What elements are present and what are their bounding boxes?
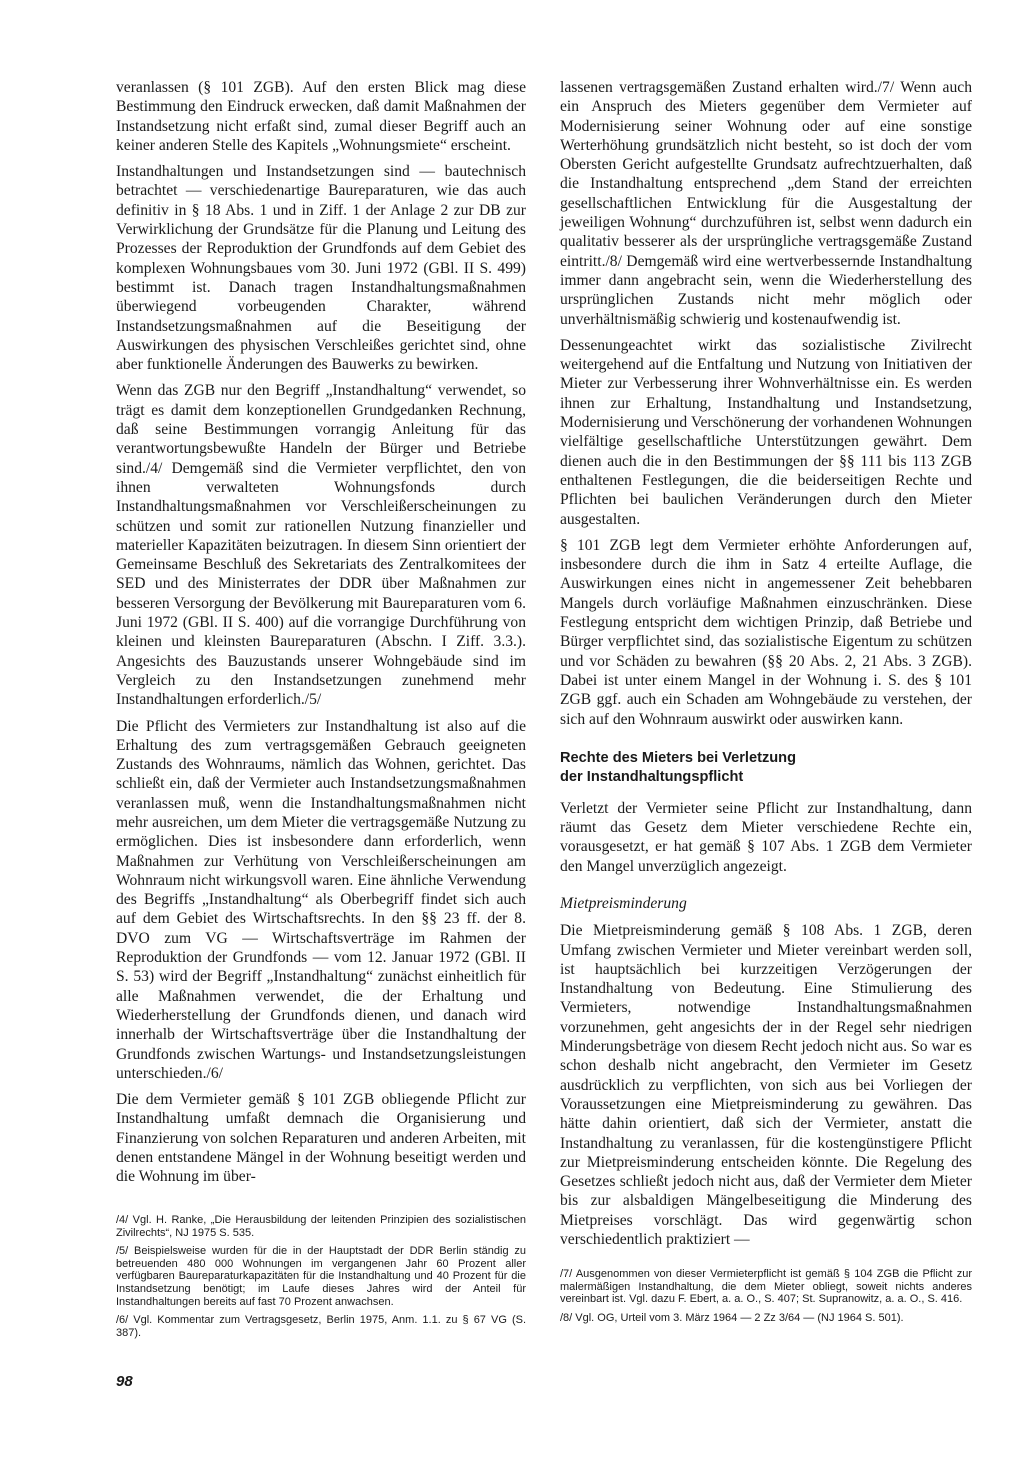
body-paragraph: Verletzt der Vermieter seine Pflicht zur Instandhaltung, dann räumt das Gesetz dem Mieter verschiedene Rechte ein, vorausgesetzt, er hat gemäß § 107 Abs. 1 ZGB dem Vermieter den Mangel unverzüglich angezeigt. (560, 799, 972, 875)
body-paragraph: Wenn das ZGB nur den Begriff „Instandhaltung“ verwendet, so trägt es damit dem konzeptionellen Grundgedanken Rechnung, daß seine Bestimmungen vorrangig Anleitung für das verantwortungsbewußte Handeln der Bürger und Betriebe sind./4/ Demgemäß sind die Vermieter verpflichtet, den von ihnen verwalteten Wohnungsfonds durch Instandhaltungsmaßnahmen vor Verschleißerscheinungen zu schützen und somit zur rationellen Nutzung finanzieller und materieller Kapazitäten beizutragen. In diesem Sinn orientiert der Gemeinsame Beschluß des Sekretariats des Zentralkomitees der SED und des Ministerrates der DDR über Maßnahmen zur besseren Versorgung der Bevölkerung mit Baureparaturen vom 6. Juni 1972 (GBl. II S. 400) auf die vorrangige Durchführung von kleinen und kleinsten Baureparaturen (Abschn. I Ziff. 3.3.). Angesichts des Bauzustands unserer Wohngebäude sind im Vergleich zu den Instandsetzungen zunehmend mehr Instandhaltungen erforderlich./5/ (116, 382, 526, 709)
section-heading (560, 749, 972, 787)
body-paragraph: Die dem Vermieter gemäß § 101 ZGB obliegende Pflicht zur Instandhaltung umfaßt demnach die Organisierung und Finanzierung von solchen Reparaturen und anderen Arbeiten, mit denen entstandene Mängel in der Wohnung beseitigt werden und die Wohnung im über- (116, 1091, 526, 1186)
subsection-heading: Mietpreisminderung (560, 894, 687, 912)
body-paragraph: Die Mietpreisminderung gemäß § 108 Abs. 1 ZGB, deren Umfang zwischen Vermieter und Mieter vereinbart werden soll, ist hauptsächlich bei kurzzeitigen Verzögerungen der Instandhaltung von Bedeutung. Eine Stimulierung des Vermieters, notwendige Instandhaltungsmaßnahmen vorzunehmen, geht angesichts der in der Regel sehr niedrigen Minderungsbeträge von diesem Recht jedoch nicht aus. So war es schon deshalb nicht angebracht, den Vermieter im Gesetz ausdrücklich zu verpflichten, von sich aus bei Vorliegen der Voraussetzungen eine Mietpreisminderung zu gewähren. Das hätte dahin orientiert, daß sich der Vermieter, anstatt die Instandhaltung zu veranlassen, für die kostengünstigere Pflicht zur Mietpreisminderung entscheiden könnte. Die Regelung des Gesetzes schließt jedoch nicht aus, daß der Vermieter dem Mieter bis zur alsbaldigen Mängelbeseitigung die Minderung des Mietpreises vorschlägt. Das wird gegenwärtig schon verschiedentlich praktiziert — (560, 922, 972, 1249)
body-paragraph: veranlassen (§ 101 ZGB). Auf den ersten Blick mag diese Bestimmung den Eindruck erwecken, daß damit Maßnahmen der Instandsetzung nicht erfaßt sind, zumal dieser Begriff auch an keiner anderen Stelle des Kapitels „Wohnungsmiete“ erscheint. (116, 79, 526, 154)
section-heading-line: der Instandhaltungspflicht (560, 768, 744, 785)
body-paragraph: Die Pflicht des Vermieters zur Instandhaltung ist also auf die Erhaltung des zum vertragsgemäßen Gebrauch geeigneten Zustands des Wohnraums, nämlich das Wohnen, gerichtet. Das schließt ein, daß der Vermieter auch Instandsetzungsmaßnahmen veranlassen muß, wenn die Instandhaltungsmaßnahmen nicht mehr ausreichen, um dem Mieter die vertragsgemäße Nutzung zu ermöglichen. Dies ist insbesondere dann erforderlich, wenn Maßnahmen zur Verhütung von Verschleißerscheinungen am Wohnraum nicht wirkungsvoll waren. Eine ähnliche Verwendung des Begriffs „Instandhaltung“ als Oberbegriff findet sich auch auf dem Gebiet des Wirtschaftsrechts. In den §§ 23 ff. der 8. DVO zum VG — Wirtschaftsverträge im Rahmen der Reproduktion der Grundfonds — vom 12. Januar 1972 (GBl. II S. 53) wird der Begriff „Instandhaltung“ zunächst einheitlich für alle Maßnahmen verwendet, die der Erhaltung und Wiederherstellung der Grundfonds dienen, und danach wird innerhalb der Wirtschaftsverträge über die Instandhaltung der Grundfonds zwischen Wartungs- und Instandsetzungsleistungen unterschieden./6/ (116, 717, 526, 1082)
page-number: 98 (116, 1373, 133, 1390)
footnote: /7/ Ausgenommen von dieser Vermieterpflicht ist gemäß § 104 ZGB die Pflicht zur malermäßigen Instandhaltung, die dem Mieter obliegt, soweit nichts anderes vereinbart ist. Vgl. dazu F. Ebert, a. a. O., S. 407; St. Supranowitz, a. a. O., S. 416. (560, 1268, 972, 1306)
body-paragraph: Instandhaltungen und Instandsetzungen sind — bautechnisch betrachtet — verschiedenartige Baureparaturen, wie das auch definitiv in § 18 Abs. 1 und in Ziff. 1 der Anlage 2 zur DB zur Verwirklichung der Grundsätze für die Planung und Leitung des Prozesses der Reproduktion der Grundfonds auf dem Gebiet des komplexen Wohnungsbaues vom 30. Juni 1972 (GBl. II S. 499) bestimmt ist. Danach tragen Instandhaltungsmaßnahmen überwiegend vorbeugenden Charakter, während Instandsetzungsmaßnahmen auf die Beseitigung der Auswirkungen des physischen Verschleißes gerichtet sind, ohne aber funktionelle Änderungen des Bauwerks zu bewirken. (116, 163, 526, 374)
body-paragraph: § 101 ZGB legt dem Vermieter erhöhte Anforderungen auf, insbesondere durch die ihm in Satz 4 erteilte Auflage, die Auswirkungen eines nicht in angemessener Zeit behebbaren Mangels durch vorläufige Maßnahmen einzuschränken. Diese Festlegung entspricht dem wichtigen Prinzip, daß Betriebe und Bürger verpflichtet sind, das sozialistische Eigentum zu schützen und vor Schäden zu bewahren (§§ 20 Abs. 2, 21 Abs. 3 ZGB). Dabei ist unter einem Mangel in der Wohnung i. S. des § 101 ZGB ggf. auch ein Schaden am Wohngebäude zu verstehen, der sich auf den Wohnraum auswirkt oder auswirken kann. (560, 536, 972, 728)
body-paragraph: Dessenungeachtet wirkt das sozialistische Zivilrecht weitergehend auf die Entfaltung und Nutzung von Initiativen der Mieter zur Verbesserung ihrer Wohnverhältnisse ein. Es werden ihnen zur Erhaltung, Instandhaltung und Instandsetzung, Modernisierung und Verschönerung der vorhandenen Wohnungen vielfältige gesellschaftliche Unterstützungen gewährt. Dem dienen auch die in den Bestimmungen der §§ 111 bis 113 ZGB enthaltenen Festlegungen, die die beiderseitigen Rechte und Pflichten bei baulichen Veränderungen durch den Mieter ausgestalten. (560, 336, 972, 528)
footnote: /4/ Vgl. H. Ranke, „Die Herausbildung der leitenden Prinzipien des sozialistischen Zivilrechts“, NJ 1975 S. 535. (116, 1214, 526, 1239)
left-footnotes (116, 1214, 526, 1345)
left-text-column (116, 78, 526, 1194)
body-paragraph: lassenen vertragsgemäßen Zustand erhalten wird./7/ Wenn auch ein Anspruch des Mieters gegenüber dem Vermieter auf Modernisierung seiner Wohnung oder auf eine sonstige Werterhöhung grundsätzlich nicht besteht, so ist doch der vom Obersten Gericht aufgestellte Grundsatz aufrechtzuerhalten, daß die Instandhaltung entsprechend „dem Stand der erreichten gesellschaftlichen Entwicklung für die Ausgestaltung der jeweiligen Wohnung“ durchzuführen ist, selbst wenn dadurch ein qualitativ besserer als der ursprüngliche vertragsgemäße Zustand eintritt./8/ Demgemäß wird eine wertverbessernde Instandhaltung immer dann angebracht sein, wenn die Wiederherstellung des ursprünglichen Zustands nicht mehr möglich oder unverhältnismäßig schwierig und kostenaufwendig ist. (560, 79, 972, 328)
section-heading-line: Rechte des Mieters bei Verletzung (560, 749, 797, 766)
footnote: /8/ Vgl. OG, Urteil vom 3. März 1964 — 2 Zz 3/64 — (NJ 1964 S. 501). (560, 1311, 904, 1324)
right-text-column (560, 78, 972, 1256)
footnote: /6/ Vgl. Kommentar zum Vertragsgesetz, Berlin 1975, Anm. 1.1. zu § 67 VG (S. 387). (116, 1314, 526, 1339)
footnote: /5/ Beispielsweise wurden für die in der Hauptstadt der DDR Berlin ständig zu betreuenden 480 000 Wohnungen im vergangenen Jahr 60 Prozent aller verfügbaren Baureparaturkapazitäten für die Instandhaltung und 40 Prozent für die Instandsetzung benötigt; im Laufe dieses Jahres wird der Anteil für Instandhaltungen bereits auf fast 70 Prozent anwachsen. (116, 1245, 526, 1308)
right-footnotes (560, 1268, 972, 1330)
